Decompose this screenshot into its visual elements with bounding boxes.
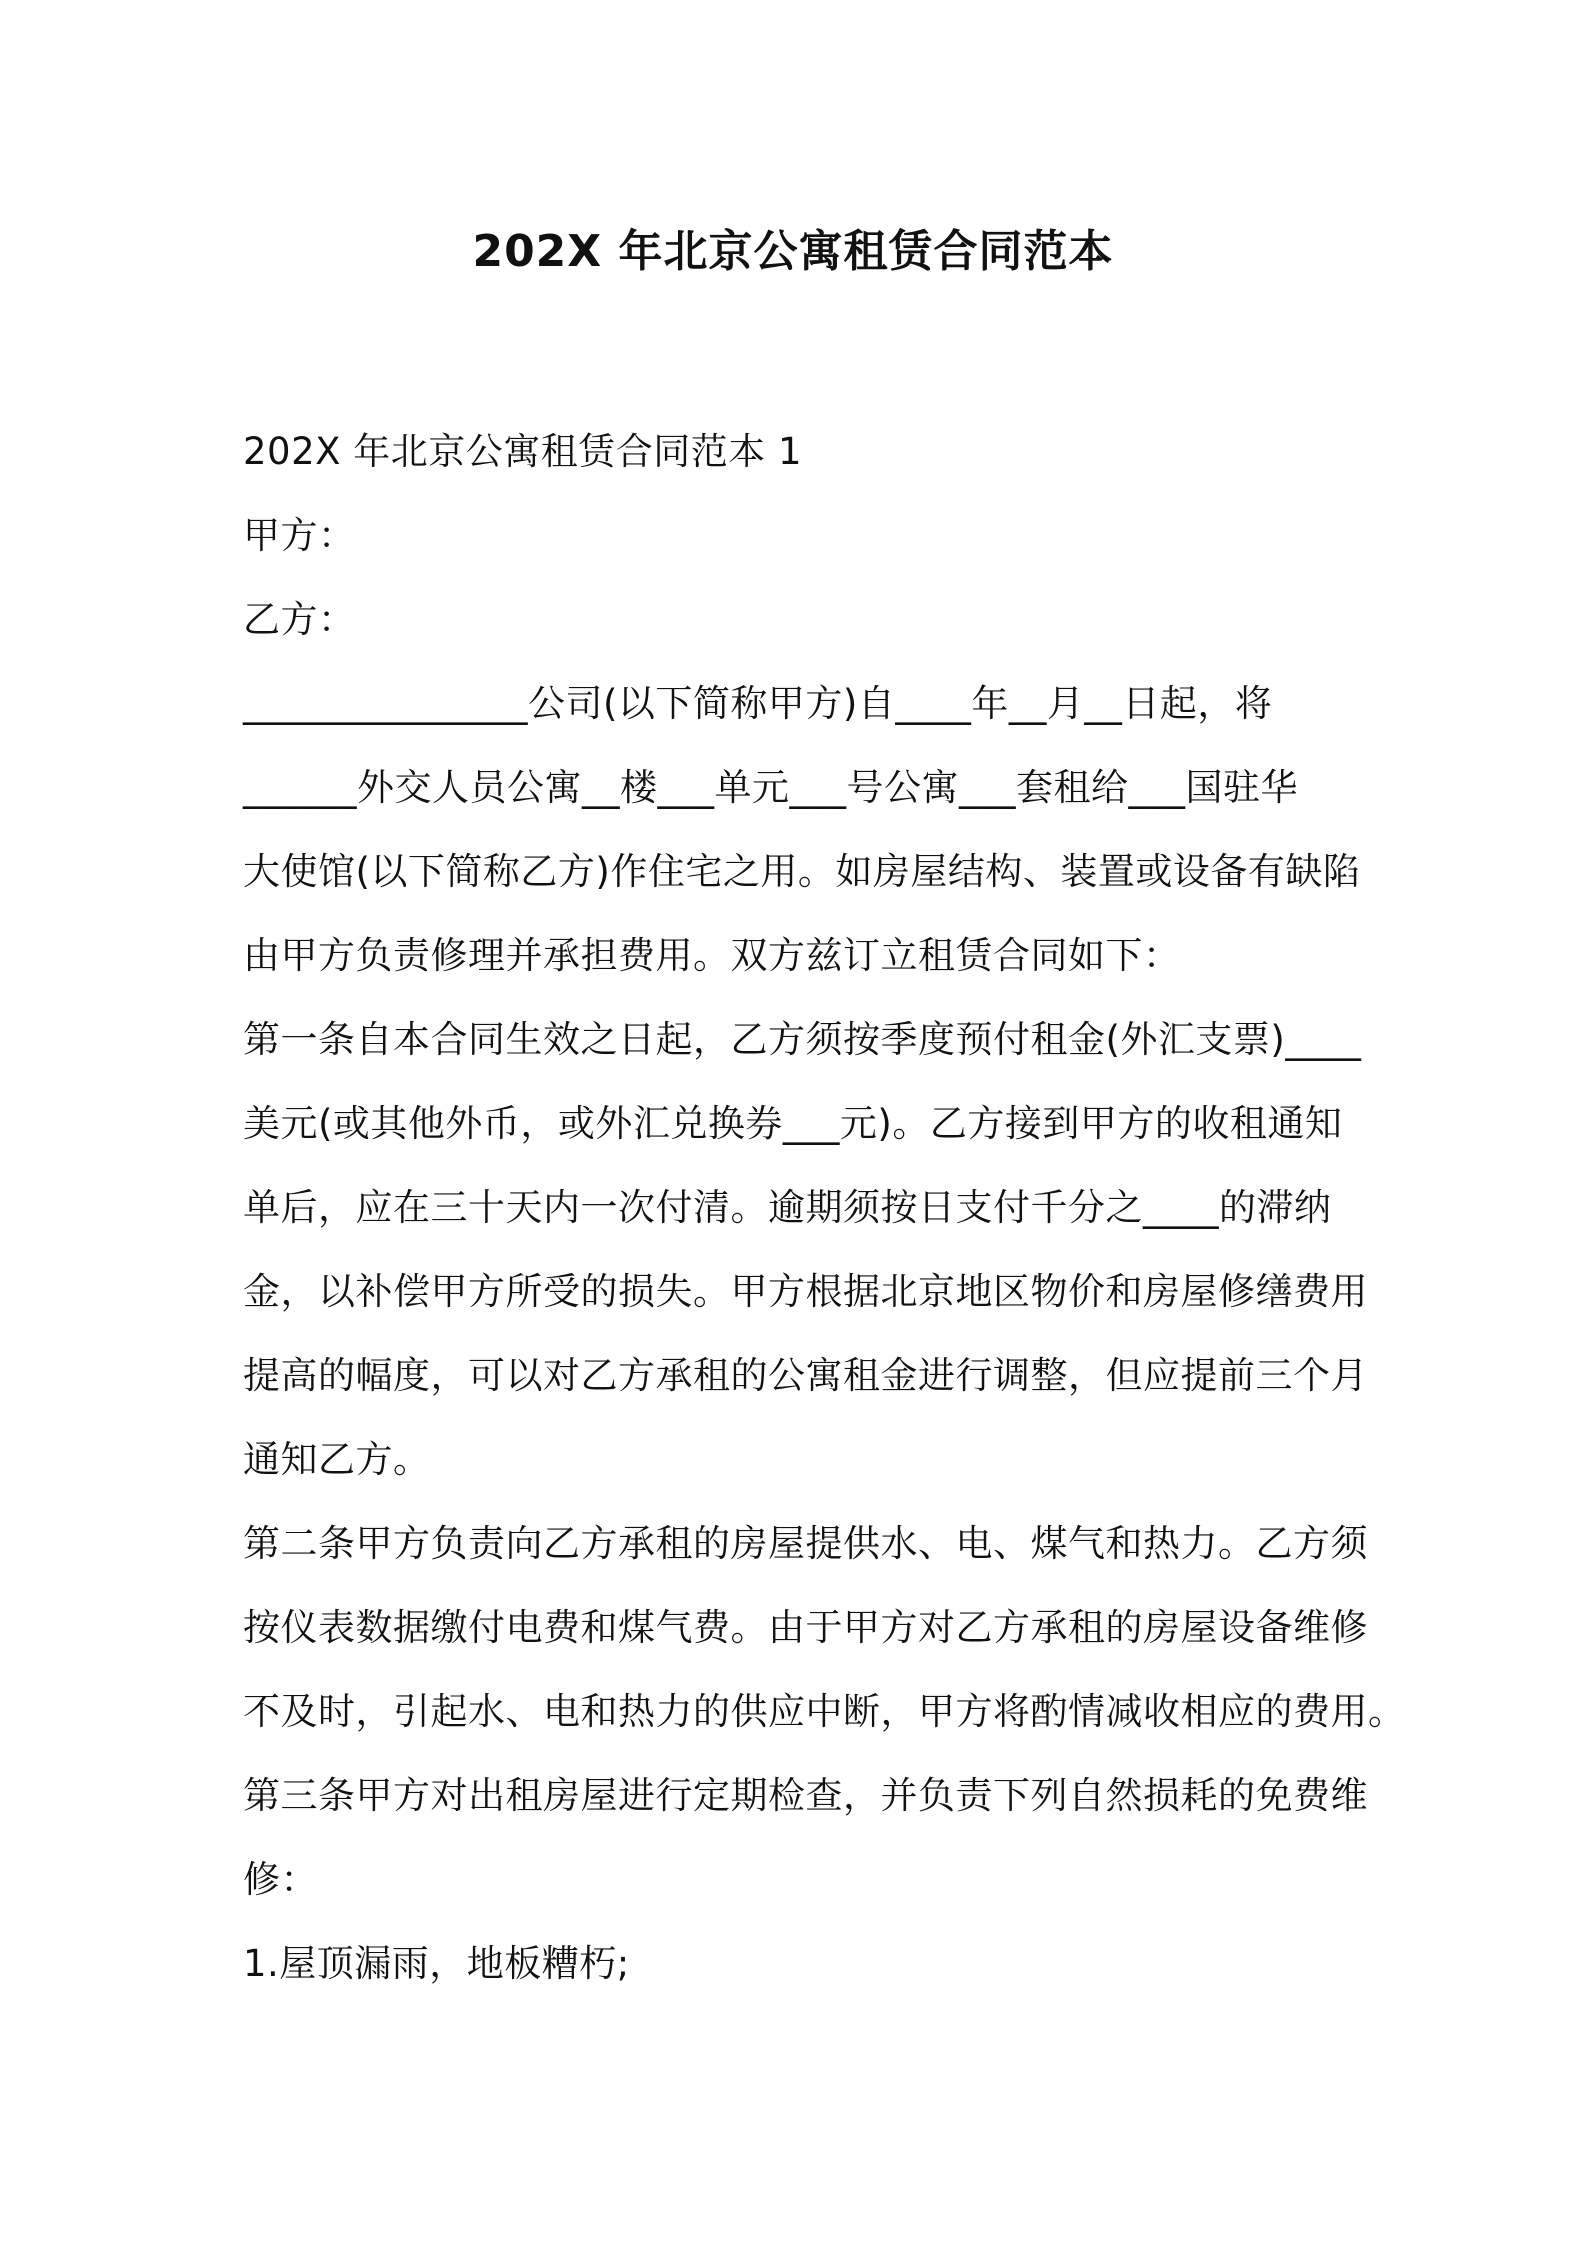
article-2-line: 不及时，引起水、电和热力的供应中断，甲方将酌情减收相应的费用。 bbox=[243, 1690, 1406, 1733]
paragraph-line: 由甲方负责修理并承担费用。双方兹订立租赁合同如下： bbox=[243, 934, 1181, 977]
paragraph-line: 大使馆(以下简称乙方)作住宅之用。如房屋结构、装置或设备有缺陷 bbox=[243, 850, 1361, 893]
article-2-line: 第二条甲方负责向乙方承租的房屋提供水、电、煤气和热力。乙方须 bbox=[243, 1522, 1368, 1565]
paragraph-line: _______________公司(以下简称甲方)自____年__月__日起，将 bbox=[243, 682, 1273, 725]
article-3-line: 修： bbox=[243, 1858, 318, 1901]
document-title: 202X 年北京公寓租赁合同范本 bbox=[472, 226, 1114, 277]
article-1-line: 单后，应在三十天内一次付清。逾期须按日支付千分之____的滞纳 bbox=[243, 1186, 1332, 1229]
article-1-line: 通知乙方。 bbox=[243, 1438, 431, 1481]
section-heading: 202X 年北京公寓租赁合同范本 1 bbox=[243, 430, 803, 473]
article-3-line: 第三条甲方对出租房屋进行定期检查，并负责下列自然损耗的免费维 bbox=[243, 1774, 1368, 1817]
article-1-line: 提高的幅度，可以对乙方承租的公寓租金进行调整，但应提前三个月 bbox=[243, 1354, 1368, 1397]
party-a-label: 甲方： bbox=[243, 514, 356, 557]
party-b-label: 乙方： bbox=[243, 598, 356, 641]
list-item: 1.屋顶漏雨，地板糟朽; bbox=[243, 1942, 630, 1985]
article-1-line: 美元(或其他外币，或外汇兑换券___元)。乙方接到甲方的收租通知 bbox=[243, 1102, 1343, 1145]
article-1-line: 金，以补偿甲方所受的损失。甲方根据北京地区物价和房屋修缮费用 bbox=[243, 1270, 1368, 1313]
document-body bbox=[243, 410, 1406, 2006]
article-2-line: 按仪表数据缴付电费和煤气费。由于甲方对乙方承租的房屋设备维修 bbox=[243, 1606, 1368, 1649]
article-1-line: 第一条自本合同生效之日起，乙方须按季度预付租金(外汇支票)____ bbox=[243, 1018, 1362, 1061]
paragraph-line: ______外交人员公寓__楼___单元___号公寓___套租给___国驻华 bbox=[243, 766, 1298, 809]
